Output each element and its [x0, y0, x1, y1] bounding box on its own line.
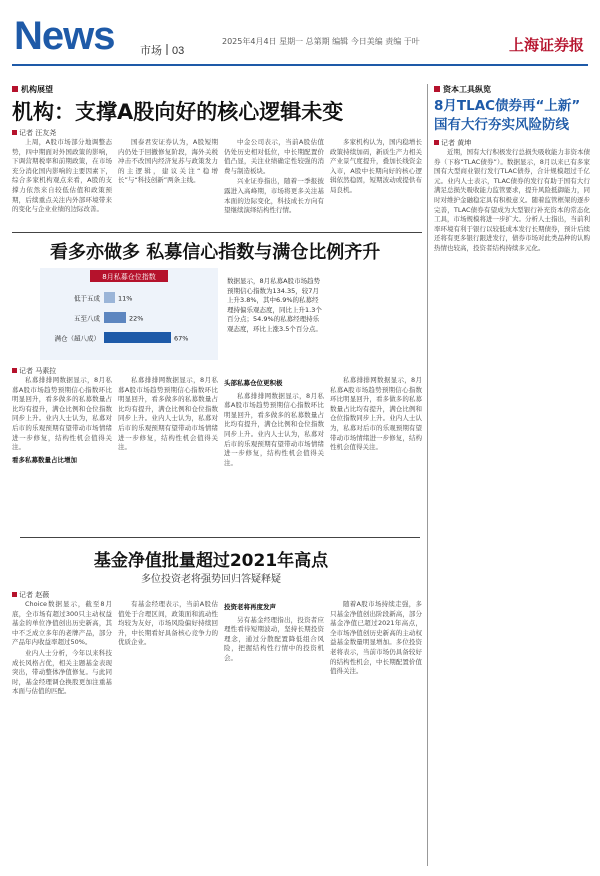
page-number: 03	[172, 45, 185, 57]
left-article-tag	[12, 84, 53, 95]
chart-category-label: 五至八成	[74, 314, 100, 323]
feature-paragraph: 私募排排网数据显示，8月私募A股市场趋势预期信心指数环比明显回升，看多做多的私募数量占比均有提升，满仓比例和仓位指数同步上升。业内人士认为，私募对后市的乐观预期有望带动市场情绪进一步修复，结构性机会值得关注。	[12, 376, 112, 452]
lower-column-4	[330, 600, 422, 862]
left-column-4	[330, 138, 422, 230]
feature-column-4	[330, 376, 422, 532]
section-label	[140, 42, 184, 58]
lower-column-3	[224, 600, 324, 862]
right-article-byline	[434, 138, 471, 148]
lower-top-rule	[20, 537, 420, 538]
chart-category-label: 满仓（超八成）	[54, 334, 100, 343]
left-paragraph-1: 上周，A股市场部分地调整态势，四中期面对外国政策的影响，下调营期税率和前期政策，在市场充分消化国内影响的主要因素下，综合多家机构观点来看，A股的支撑力依然来自较低估值和政策预期，后续重点关注内外部环境带来的变化与企业业绩的边际改善。	[12, 138, 112, 214]
issue-meta: 2025年4月4日 星期一 总第期 编辑 今日美编 责编 于叶	[222, 37, 420, 46]
lower-intro: 随着A股市场持续走强，多只基金净值创出阶段新高，部分基金净值已超过2021年高点，全市场净值创历史新高的主动权益基金数量明显增加。多位投资老将表示，当前市场仍具备较好的结构性机会，中长期配置价值值得关注。	[330, 600, 422, 676]
left-article-headline: 机构：支撑A股向好的核心逻辑未变	[12, 100, 344, 124]
chart-value-label: 67%	[174, 334, 189, 343]
chart-title: 8月私募仓位指数	[102, 273, 156, 281]
left-paragraph-4: 兴业证券指出，随着一季报披露进入高峰期，市场将更多关注基本面的边际变化，科技成长方向有望继续演绎结构性行情。	[224, 177, 324, 215]
right-byline-text: 记者 黄坤	[441, 139, 472, 147]
chart-bar	[104, 332, 171, 343]
left-paragraph-5: 多家机构认为，国内稳增长政策持续加码，新质生产力相关产业景气度提升，叠加长线资金入市，A股中长期向好的核心逻辑依然稳固，短期波动或提供布局良机。	[330, 138, 422, 194]
chart-bar	[104, 312, 126, 323]
byline-square-icon	[12, 592, 17, 597]
byline-square-icon	[12, 130, 17, 135]
feature-callout: 数据显示，8月私募A股市场趋势预期信心指数为134.35，较7月上升3.8%，其中6.9%的私募经理持偏乐观态度，同比上升1.3个百分点；54.9%的私募经理持乐观态度，环比上涨3.5个百分点。	[227, 277, 322, 333]
column-divider	[427, 84, 428, 866]
section-divider	[166, 44, 168, 55]
left-article-byline	[12, 128, 56, 138]
lower-article-byline	[12, 590, 49, 600]
byline-square-icon	[12, 368, 17, 373]
lower-paragraph-3: 有基金经理表示，当前A股估值处于合理区间，政策面和流动性均较为友好，市场风险偏好持续回升，中长期看好具备核心竞争力的优质企业。	[118, 600, 218, 647]
lower-paragraph-1: Choice数据显示，截至8月底，全市场有超过300只主动权益基金的单位净值创出历史新高，其中不乏成立多年的老牌产品，部分产品年内收益率超过50%。	[12, 600, 112, 647]
right-article-body	[434, 148, 590, 864]
left-paragraph-3: 中金公司表示，当前A股估值仍处历史相对低位，中长期配置价值凸显，关注业绩确定性较强的消费与制造板块。	[224, 138, 324, 175]
feature-subhead-1: 看多私募数量占比增加	[12, 455, 77, 464]
left-column-3	[224, 138, 324, 230]
section-name: 市场	[140, 44, 162, 57]
position-chart	[40, 268, 218, 360]
chart-value-label: 22%	[129, 314, 144, 323]
feature-byline	[12, 366, 56, 376]
left-paragraph-2: 国泰君安证券认为，A股短期内仍处于回撤修复阶段，海外关税冲击不改国内经济复苏与政策发力的主逻辑，建议关注“稳增长”与“科技创新”两条主线。	[118, 138, 218, 185]
feature-headline: 看多亦做多 私募信心指数与满仓比例齐升	[50, 242, 381, 263]
paper-name: 上海证券报	[508, 36, 584, 54]
lower-paragraph-2: 业内人士分析，今年以来科技成长风格占优，相关主题基金表现突出，带动整体净值修复。与此同时，基金经理调仓换股更加注重基本面与估值的匹配。	[12, 648, 112, 696]
feature-column-1	[12, 376, 112, 532]
lower-subhead: 投资老将再度发声	[224, 603, 276, 611]
lower-article-subhead: 多位投资老将强势回归答疑释疑	[141, 574, 281, 585]
masthead	[12, 8, 588, 72]
chart-bar	[104, 292, 115, 303]
chart-category-label: 低于五成	[74, 294, 100, 303]
feature-column-2	[118, 376, 218, 532]
lower-column-1	[12, 600, 112, 862]
chart-value-label: 11%	[118, 294, 133, 303]
byline-square-icon	[434, 140, 439, 145]
feature-paragraph-2: 私募排排网数据显示，8月私募A股市场趋势预期信心指数环比明显回升，看多做多的私募数量占比均有提升，满仓比例和仓位指数同步上升。业内人士认为，私募对后市的乐观预期有望带动市场情绪进一步修复，结构性机会值得关注。	[118, 376, 218, 452]
tag-square-icon	[434, 86, 440, 92]
tag-square-icon	[12, 86, 18, 92]
feature-column-3	[224, 376, 324, 532]
left-tag-text: 机构展望	[21, 85, 53, 94]
masthead-rule	[12, 64, 588, 66]
feature-top-rule	[12, 232, 422, 233]
lower-column-2	[118, 600, 218, 862]
right-article-headline: 8月TLAC债券再“上新” 国有大行夯实风险防线	[434, 98, 581, 133]
position-chart-svg	[40, 268, 218, 360]
right-tag-text: 资本工具纵览	[443, 85, 491, 94]
news-logo: News	[14, 14, 115, 58]
left-column-1	[12, 138, 112, 230]
lower-byline-text: 记者 赵薇	[19, 591, 50, 599]
left-column-2	[118, 138, 218, 230]
feature-paragraph-3: 私募排排网数据显示，8月私募A股市场趋势预期信心指数环比明显回升，看多做多的私募数量占比均有提升，满仓比例和仓位指数同步上升。业内人士认为，私募对后市的乐观预期有望带动市场情绪进一步修复，结构性机会值得关注。	[224, 391, 324, 467]
left-byline-text: 记者 汪友尧	[19, 129, 57, 137]
feature-byline-text: 记者 马素拉	[19, 367, 57, 375]
lower-article-headline: 基金净值批量超过2021年高点	[93, 551, 329, 571]
lower-paragraph-4: 另有基金经理指出，投资者应理性看待短期波动，坚持长期投资理念，通过分散配置降低组合风险，把握结构性行情中的投资机会。	[224, 615, 324, 662]
right-article-tag	[434, 84, 491, 95]
feature-subhead-2: 头部私募仓位更积极	[224, 379, 283, 387]
right-paragraph: 近期，国有大行积极发行总损失吸收能力非资本债券（下称“TLAC债券”）。数据显示，8月以来已有多家国有大型商业银行发行TLAC债券，合计规模超过千亿元。业内人士表示，TLAC债券的发行有助于国有大行满足总损失吸收能力监管要求，提升风险抵御能力，同时对维护金融稳定具有积极意义。随着监管框架的逐步完善，TLAC债券有望成为大型银行补充资本的常态化工具，市场规模将进一步扩大。分析人士指出，当前利率环境有利于银行以较低成本发行长期债券，预计后续还将有更多银行跟进发行，债券市场对此类品种的认购热情也较高，投资者结构持续多元化。	[434, 148, 590, 252]
feature-paragraph-4: 私募排排网数据显示，8月私募A股市场趋势预期信心指数环比明显回升，看多做多的私募数量占比均有提升，满仓比例和仓位指数同步上升。业内人士认为，私募对后市的乐观预期有望带动市场情绪进一步修复，结构性机会值得关注。	[330, 376, 422, 452]
